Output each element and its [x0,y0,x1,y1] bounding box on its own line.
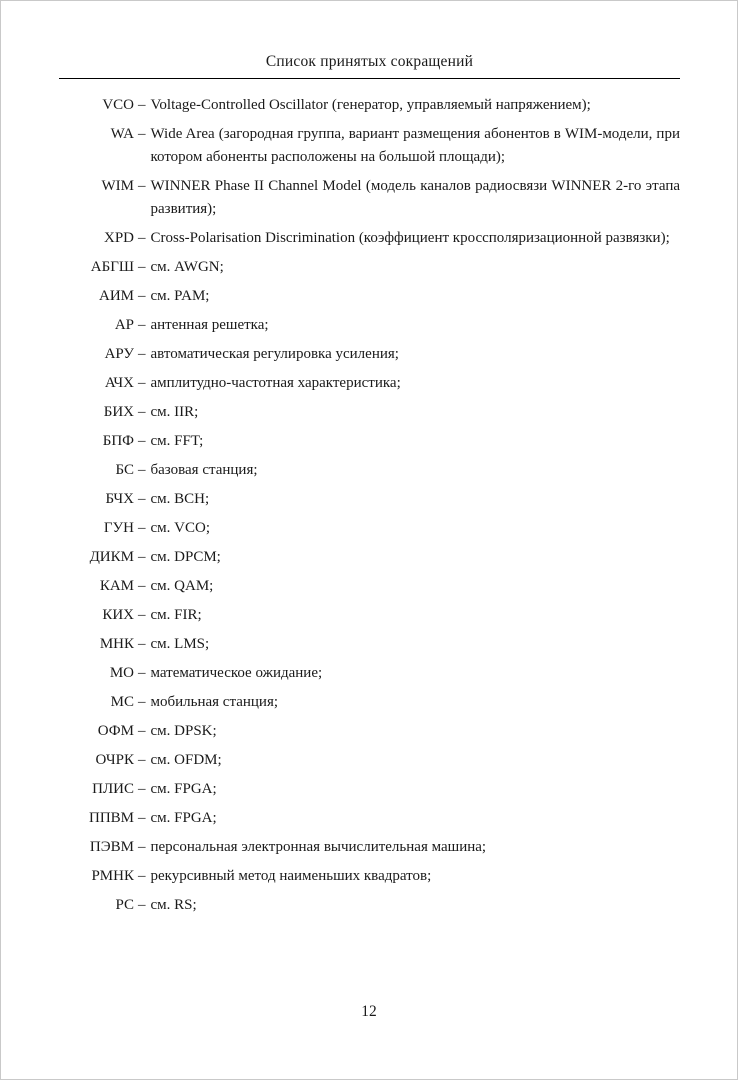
abbreviation-definition: см. QAM; [150,578,214,594]
list-item [59,633,680,656]
abbreviation-definition: антенная решетка; [150,317,269,333]
abbreviation-term: АЧХ [104,375,134,391]
abbreviation-term: ГУН [103,520,134,536]
list-item [59,546,680,569]
abbreviation-definition: см. FIR; [150,607,202,623]
abbreviation-term: МО [109,665,134,681]
page-number: 12 [361,1003,377,1020]
list-item [59,778,680,801]
abbreviation-term: АРУ [104,346,134,362]
abbreviation-definition: см. IIR; [150,404,199,420]
abbreviation-definition: амплитудно-частотная характеристика; [150,375,401,391]
abbreviation-term: РМНК [91,868,134,884]
abbreviation-term: WIM [101,178,134,194]
separator-dash: – [138,404,146,420]
list-item [59,314,680,337]
abbreviation-term: РС [115,897,134,913]
separator-dash: – [138,288,146,304]
list-item [59,227,680,250]
separator-dash: – [138,810,146,826]
separator-dash: – [138,752,146,768]
page-content [59,53,680,923]
abbreviation-definition: Voltage-Controlled Oscillator (генератор, управляемый напряжением); [150,97,591,113]
abbreviation-definition: математическое ожидание; [150,665,323,681]
separator-dash: – [138,433,146,449]
abbreviation-term: ПЭВМ [89,839,134,855]
abbreviation-term: БЧХ [105,491,134,507]
abbreviation-term: ОЧРК [95,752,134,768]
list-item [59,372,680,395]
abbreviation-term: ДИКМ [89,549,134,565]
abbreviation-term: БС [115,462,134,478]
separator-dash: – [138,520,146,536]
abbreviation-definition: Wide Area (загородная группа, вариант размещения абонентов в WIM-модели, при котором абоненты расположены на большой площади); [150,126,680,165]
separator-dash: – [138,346,146,362]
separator-dash: – [138,578,146,594]
list-item [59,720,680,743]
abbreviation-term: WA [110,126,134,142]
separator-dash: – [138,868,146,884]
list-item [59,604,680,627]
separator-dash: – [138,317,146,333]
abbreviation-definition: см. DPSK; [150,723,217,739]
separator-dash: – [138,549,146,565]
list-item [59,691,680,714]
abbreviation-definition: см. OFDM; [150,752,222,768]
separator-dash: – [138,694,146,710]
list-item [59,836,680,859]
separator-dash: – [138,636,146,652]
abbreviation-definition: см. FPGA; [150,810,217,826]
separator-dash: – [138,230,146,246]
list-item [59,256,680,279]
abbreviation-definition: см. RS; [150,897,197,913]
abbreviation-term: ППВМ [88,810,134,826]
list-item [59,807,680,830]
separator-dash: – [138,491,146,507]
separator-dash: – [138,97,146,113]
abbreviation-definition: см. FFT; [150,433,204,449]
list-item [59,401,680,424]
abbreviation-term: БПФ [102,433,134,449]
abbreviation-definition: WINNER Phase II Channel Model (модель каналов радиосвязи WINNER 2-го этапа развития); [150,178,680,217]
list-item [59,865,680,888]
abbreviation-definition: см. PAM; [150,288,210,304]
abbreviation-term: МНК [99,636,134,652]
abbreviation-list [59,94,680,917]
list-item [59,662,680,685]
abbreviation-definition: см. LMS; [150,636,210,652]
separator-dash: – [138,665,146,681]
separator-dash: – [138,607,146,623]
page-title: Список принятых сокращений [265,53,474,70]
separator-dash: – [138,126,146,142]
list-item [59,175,680,221]
abbreviation-term: ОФМ [97,723,134,739]
separator-dash: – [138,723,146,739]
abbreviation-definition: персональная электронная вычислительная машина; [150,839,487,855]
separator-dash: – [138,375,146,391]
abbreviation-term: МС [110,694,134,710]
list-item [59,749,680,772]
abbreviation-term: КИХ [102,607,134,623]
list-item [59,459,680,482]
abbreviation-definition: см. FPGA; [150,781,217,797]
abbreviation-definition: см. VCO; [150,520,210,536]
abbreviation-definition: мобильная станция; [150,694,279,710]
list-item [59,517,680,540]
abbreviation-definition: см. BCH; [150,491,210,507]
separator-dash: – [138,897,146,913]
abbreviation-definition: Cross-Polarisation Discrimination (коэффициент кроссполяризационной развязки); [150,230,670,246]
separator-dash: – [138,781,146,797]
separator-dash: – [138,259,146,275]
abbreviation-definition: базовая станция; [150,462,258,478]
abbreviation-term: АР [114,317,134,333]
abbreviation-term: КАМ [99,578,134,594]
page-header [59,53,680,79]
separator-dash: – [138,462,146,478]
abbreviation-definition: см. AWGN; [150,259,224,275]
abbreviation-term: БИХ [103,404,134,420]
abbreviation-term: XPD [103,230,134,246]
abbreviation-definition: автоматическая регулировка усиления; [150,346,399,362]
list-item [59,575,680,598]
list-item [59,285,680,308]
separator-dash: – [138,178,146,194]
separator-dash: – [138,839,146,855]
abbreviation-term: ПЛИС [92,781,134,797]
list-item [59,430,680,453]
list-item [59,343,680,366]
list-item [59,894,680,917]
abbreviation-definition: рекурсивный метод наименьших квадратов; [150,868,432,884]
list-item [59,488,680,511]
list-item [59,94,680,117]
abbreviation-term: VCO [102,97,134,113]
abbreviation-definition: см. DPCM; [150,549,221,565]
abbreviation-term: АБГШ [90,259,134,275]
list-item [59,123,680,169]
abbreviation-term: АИМ [98,288,134,304]
